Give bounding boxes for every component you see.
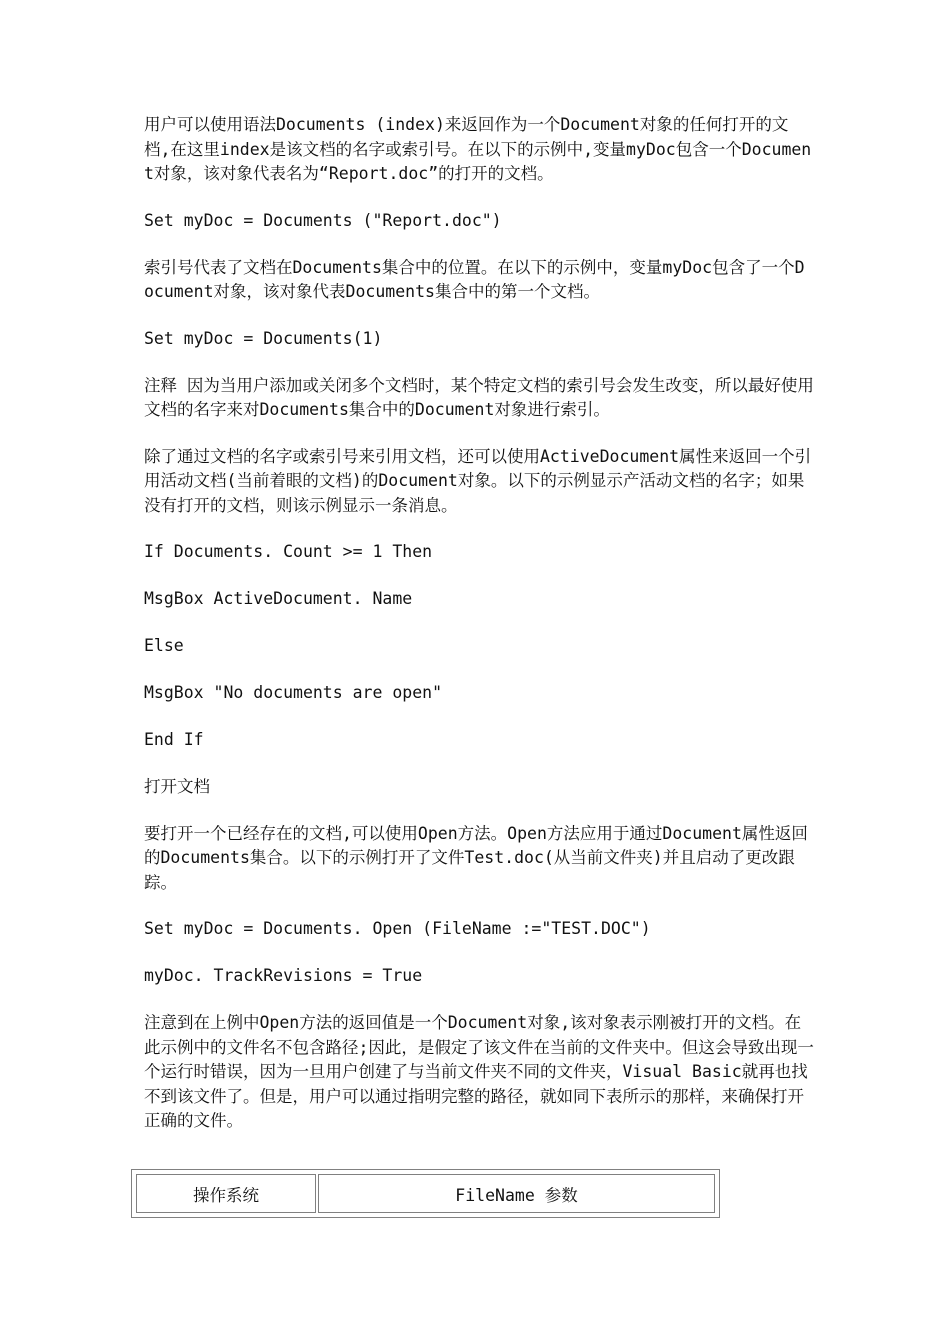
code-line: MsgBox ActiveDocument. Name bbox=[144, 589, 413, 608]
table-header-os: 操作系统 bbox=[136, 1174, 316, 1213]
code-line: myDoc. TrackRevisions = True bbox=[144, 966, 423, 985]
code-line: Set myDoc = Documents(1) bbox=[144, 328, 383, 348]
filename-table bbox=[131, 1169, 720, 1218]
filename-table-grid bbox=[134, 1172, 717, 1215]
paragraph: 用户可以使用语法Documents (index)来返回作为一个Document对象的任何打开的文档,在这里index是该文档的名字或索引号。在以下的示例中,变量myDoc包含一个Document对象，该对象代表名为“Report.doc”的打开的文档。 bbox=[144, 115, 812, 183]
code-line: Set myDoc = Documents ("Report.doc") bbox=[144, 210, 502, 230]
paragraph: 索引号代表了文档在Documents集合中的位置。在以下的示例中，变量myDoc包含了一个Document对象，该对象代表Documents集合中的第一个文档。 bbox=[144, 257, 805, 301]
code-line: MsgBox "No documents are open" bbox=[144, 683, 443, 702]
paragraph: 除了通过文档的名字或索引号来引用文档，还可以使用ActiveDocument属性来返回一个引用活动文档(当前着眼的文档)的Document对象。以下的示例显示产活动文档的名字；如果没有打开的文档，则该示例显示一条消息。 bbox=[144, 446, 812, 515]
code-line: End If bbox=[144, 730, 204, 749]
code-line: Else bbox=[144, 636, 184, 655]
paragraph: 要打开一个已经存在的文档,可以使用Open方法。Open方法应用于通过Document属性返回的Documents集合。以下的示例打开了文件Test.doc(从当前文件夹)并且启动了更改跟踪。 bbox=[144, 823, 808, 892]
code-line: If Documents. Count >= 1 Then bbox=[144, 542, 433, 561]
paragraph: 注意到在上例中Open方法的返回值是一个Document对象,该对象表示刚被打开的文档。在此示例中的文件名不包含路径;因此，是假定了该文件在当前的文件夹中。但这会导致出现一个运行时错误，因为一旦用户创建了与当前文件夹不同的文件夹，Visual Basic就再也找不到该文件了。但是，用户可以通过指明完整的路径，就如同下表所示的那样，来确保打开正确的文件。 bbox=[144, 1013, 814, 1130]
document-body bbox=[144, 113, 814, 1156]
section-heading: 打开文档 bbox=[144, 777, 210, 796]
note-paragraph: 注释 因为当用户添加或关闭多个文档时，某个特定文档的索引号会发生改变，所以最好使用文档的名字来对Documents集合中的Document对象进行索引。 bbox=[144, 375, 814, 419]
table-header-row bbox=[136, 1174, 715, 1213]
code-line: Set myDoc = Documents. Open (FileName :="TEST.DOC") bbox=[144, 919, 651, 938]
table-header-filename: FileName 参数 bbox=[318, 1174, 715, 1213]
